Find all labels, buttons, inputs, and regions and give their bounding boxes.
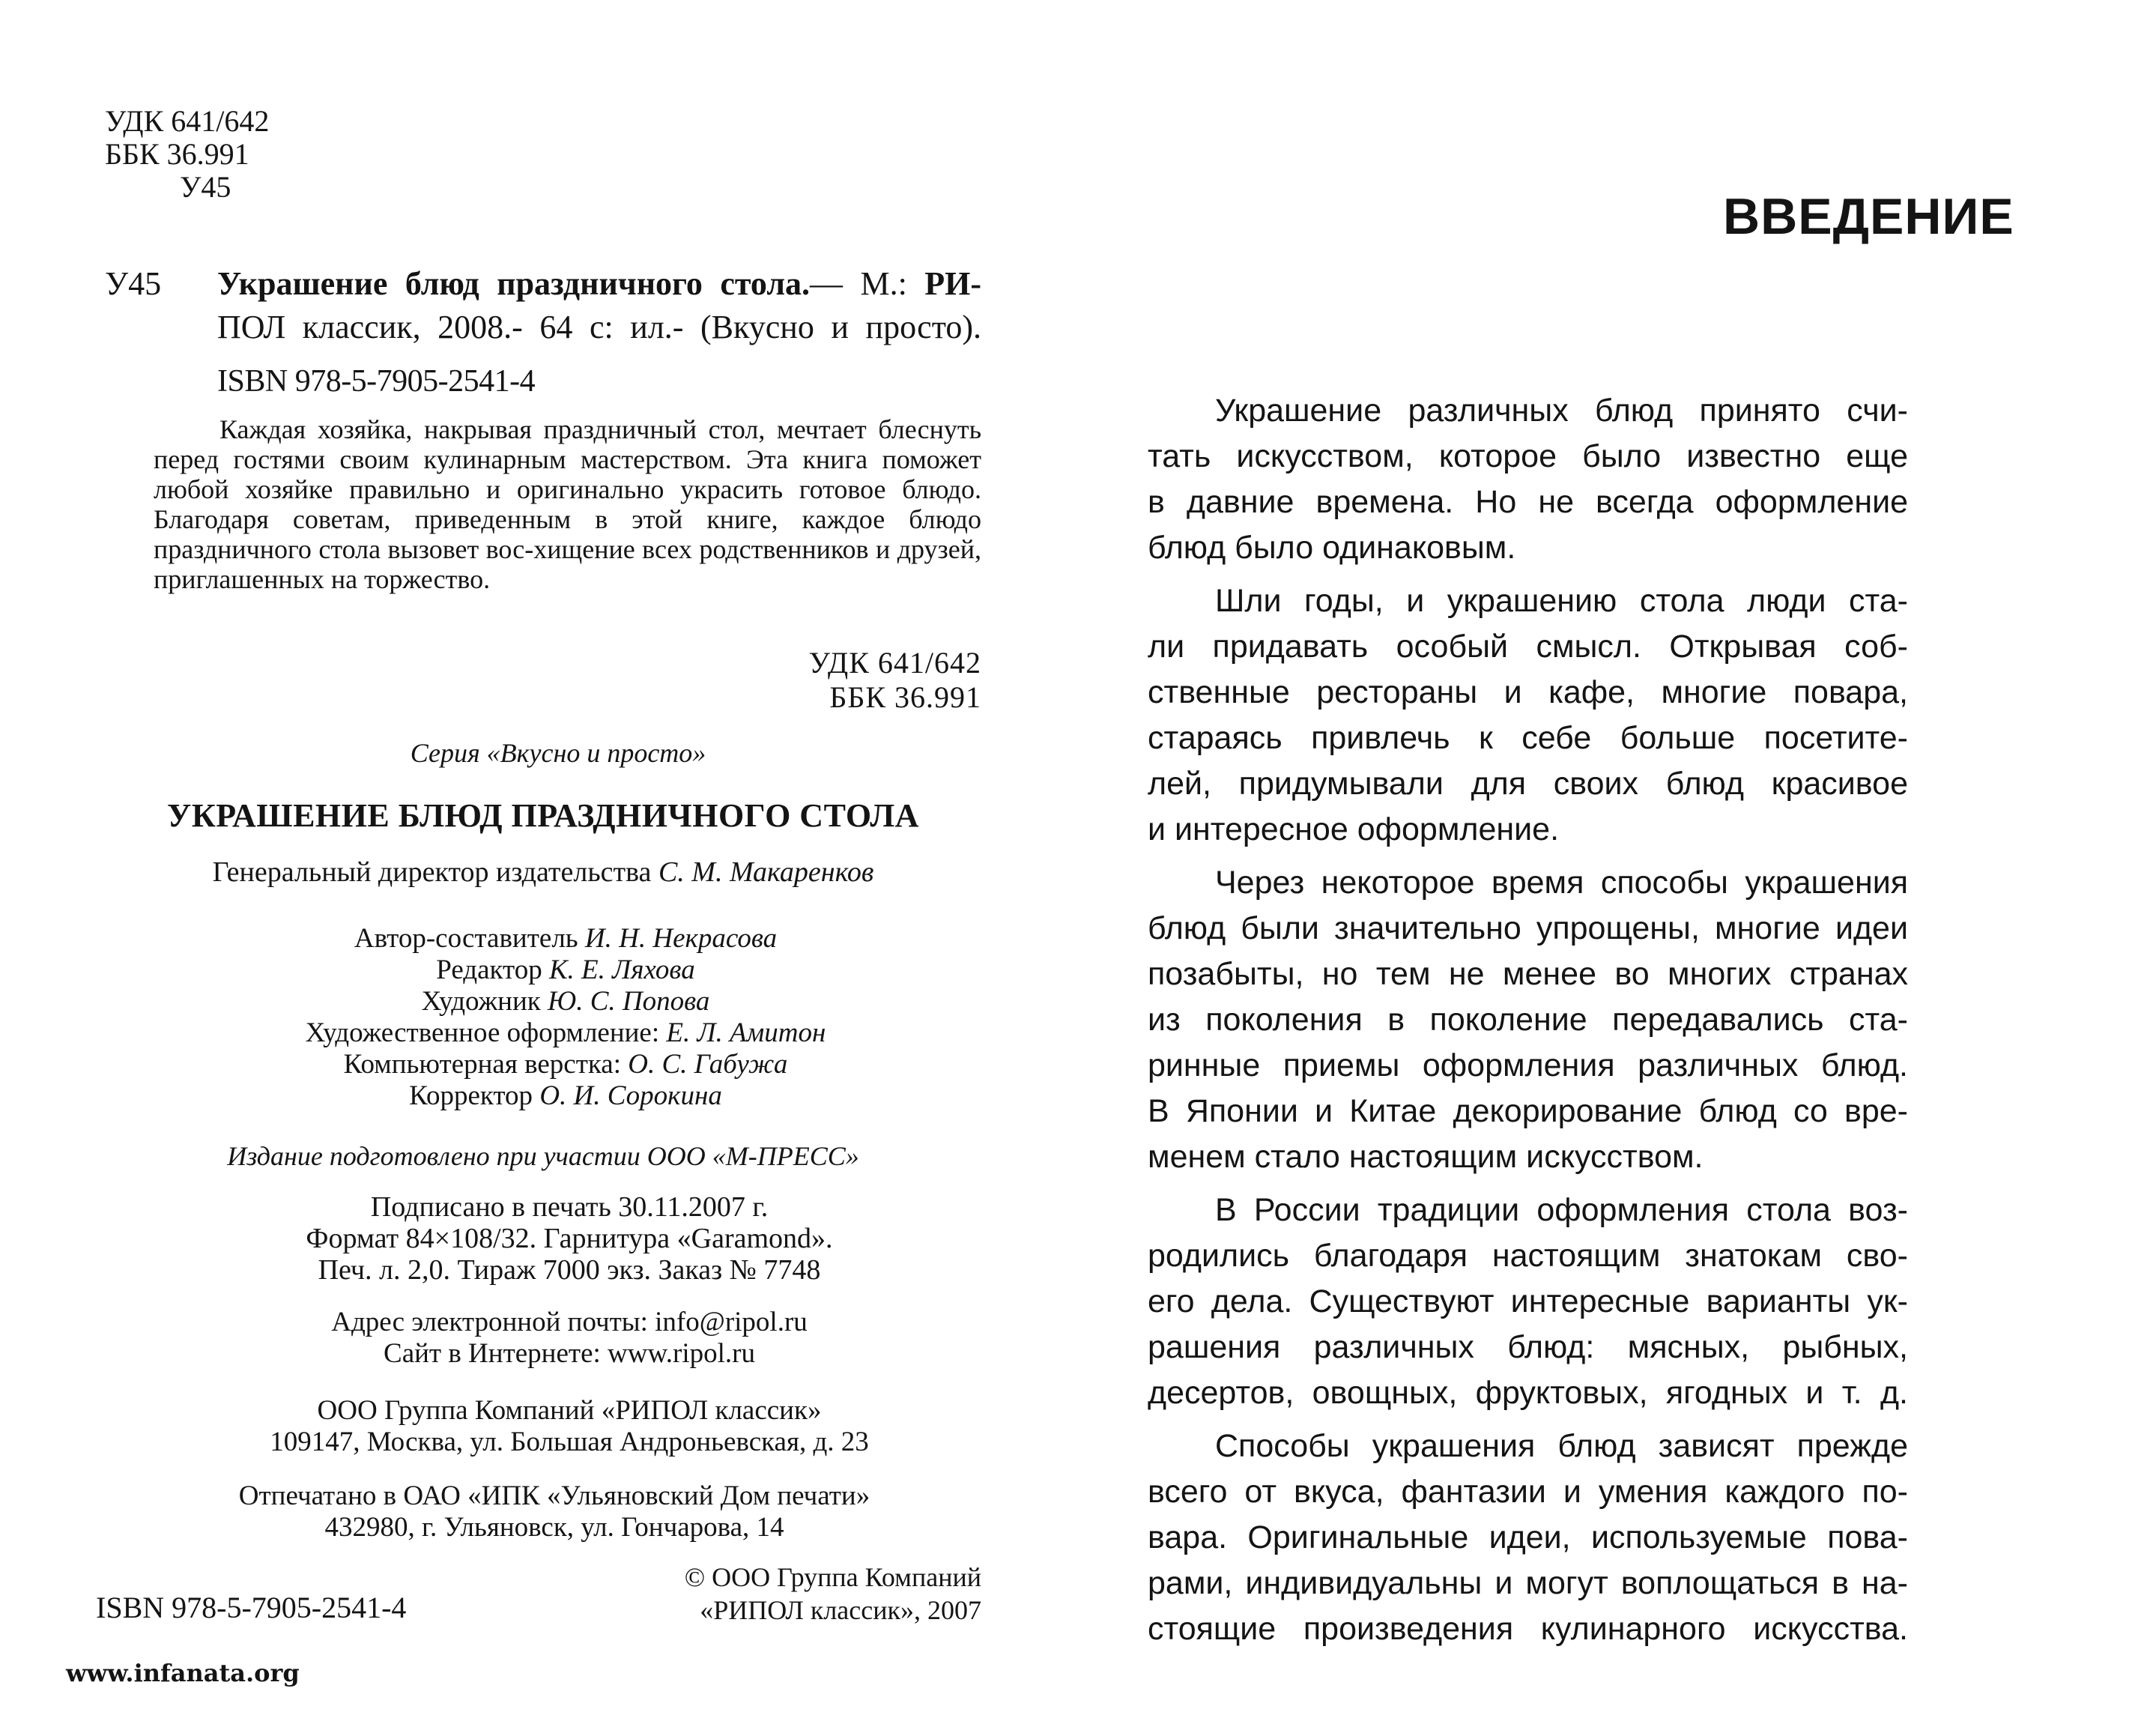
website-line: Сайт в Интернете: www.ripol.ru — [384, 1338, 755, 1369]
biblio-publisher-start: РИ- — [924, 265, 981, 302]
biblio-place: — М.: — [810, 265, 907, 302]
credit-item: Корректор О. И. Сорокина — [409, 1080, 722, 1111]
bbk-code: ББК 36.991 — [105, 137, 249, 171]
udk-code: УДК 641/642 — [105, 104, 270, 138]
biblio-line-1 — [105, 262, 981, 306]
credit-item: Художественное оформление: Е. Л. Амитон — [305, 1017, 826, 1048]
bibliographic-record — [105, 262, 981, 403]
udk-code-right: УДК 641/642 — [808, 646, 981, 680]
website-watermark: www.infanata.org — [66, 1659, 300, 1687]
bbk-code-right: ББК 36.991 — [829, 680, 981, 714]
credit-item: Художник Ю. С. Попова — [421, 986, 710, 1017]
book-title: УКРАШЕНИЕ БЛЮД ПРАЗДНИЧНОГО СТОЛА — [167, 797, 919, 834]
paragraph: Шли годы, и украшению стола люди ста- ли придавать особый смысл. Открывая соб- ственные рестораны и кафе, многие повара, стараясь привлечь к себе больше посетите- лей, придумывали для своих блюд красивое и интересное оформление. — [1148, 583, 1908, 847]
catalog-codes-top — [105, 105, 269, 204]
biblio-isbn: ISBN 978-5-7905-2541-4 — [217, 364, 536, 399]
annotation-text: Каждая хозяйка, накрывая праздничный стол, мечтает блеснуть перед гостями своим кулинарным мастерством. Эта книга поможет любой хозяйке правильно и оригинально украсить готовое блюдо. Благодаря советам, приведенным в этой книге, каждое блюдо праздничного стола вызовет вос-хищение всех родственников и друзей, приглашенных на торжество. — [154, 414, 982, 594]
intro-text — [1148, 388, 1908, 1660]
credit-item: Редактор К. Е. Ляхова — [436, 955, 695, 985]
credit-item: Компьютерная верстка: О. С. Габужа — [343, 1049, 788, 1080]
director-name: С. М. Макаренков — [658, 856, 874, 888]
biblio-line-2: ПОЛ классик, 2008.- 64 с: ил.- (Вкусно и просто). — [217, 309, 981, 345]
isbn-bottom: ISBN 978-5-7905-2541-4 — [96, 1591, 407, 1624]
catalog-codes-right — [742, 646, 981, 715]
author-mark: У45 — [180, 170, 231, 204]
biblio-signature: У45 — [105, 265, 162, 302]
publisher-address: ООО Группа Компаний «РИПОЛ классик» 109147, Москва, ул. Большая Андроньевская, д. 23 — [270, 1395, 869, 1457]
credits-list — [105, 923, 981, 1112]
director-role: Генеральный директор издательства — [212, 856, 652, 888]
printer-address: Отпечатано в ОАО «ИПК «Ульяновский Дом печати» 432980, г. Ульяновск, ул. Гончарова, 14 — [238, 1481, 870, 1543]
mpress-note: Издание подготовлено при участии ООО «М-ПРЕСС» — [227, 1141, 859, 1171]
director-line — [105, 856, 981, 889]
paragraph: В России традиции оформления стола воз- родились благодаря настоящим знатокам сво- его дела. Существуют интересные варианты ук- рашения различных блюд: мясных, рыбных, десертов, овощных, фруктовых, ягодных и т. д. — [1148, 1192, 1908, 1411]
chapter-heading: ВВЕДЕНИЕ — [1723, 188, 2014, 245]
copyright: © ООО Группа Компаний «РИПОЛ классик», 2007 — [684, 1562, 981, 1625]
paragraph: Через некоторое время способы украшения блюд были значительно упрощены, многие идеи позабыты, но тем не менее во многих странах из поколения в поколение передавались ста- ринные приемы оформления различных блюд. В Японии и Китае декорирование блюд со вре- менем стало настоящим искусством. — [1148, 865, 1908, 1175]
print-info: Подписано в печать 30.11.2007 г. Формат 84×108/32. Гарнитура «Garamond». Печ. л. 2,0. Тираж 7000 экз. Заказ № 7748 — [306, 1191, 833, 1286]
annotation — [154, 414, 981, 594]
email-line: Адрес электронной почты: info@ripol.ru — [331, 1307, 808, 1337]
paragraph: Украшение различных блюд принято счи- тать искусством, которое было известно еще в давние времена. Но не всегда оформление блюд было одинаковым. — [1148, 393, 1908, 566]
contacts — [105, 1307, 981, 1370]
credit-item: Автор-составитель И. Н. Некрасова — [354, 923, 778, 954]
paragraph: Способы украшения блюд зависят прежде всего от вкуса, фантазии и умения каждого по- вара. Оригинальные идеи, используемые пова- рами, индивидуальны и могут воплощаться в на- стоящие произведения кулинарного искусства. — [1148, 1428, 1908, 1647]
biblio-title: Украшение блюд праздничного стола. — [217, 265, 811, 302]
series-name: Серия «Вкусно и просто» — [410, 738, 706, 768]
